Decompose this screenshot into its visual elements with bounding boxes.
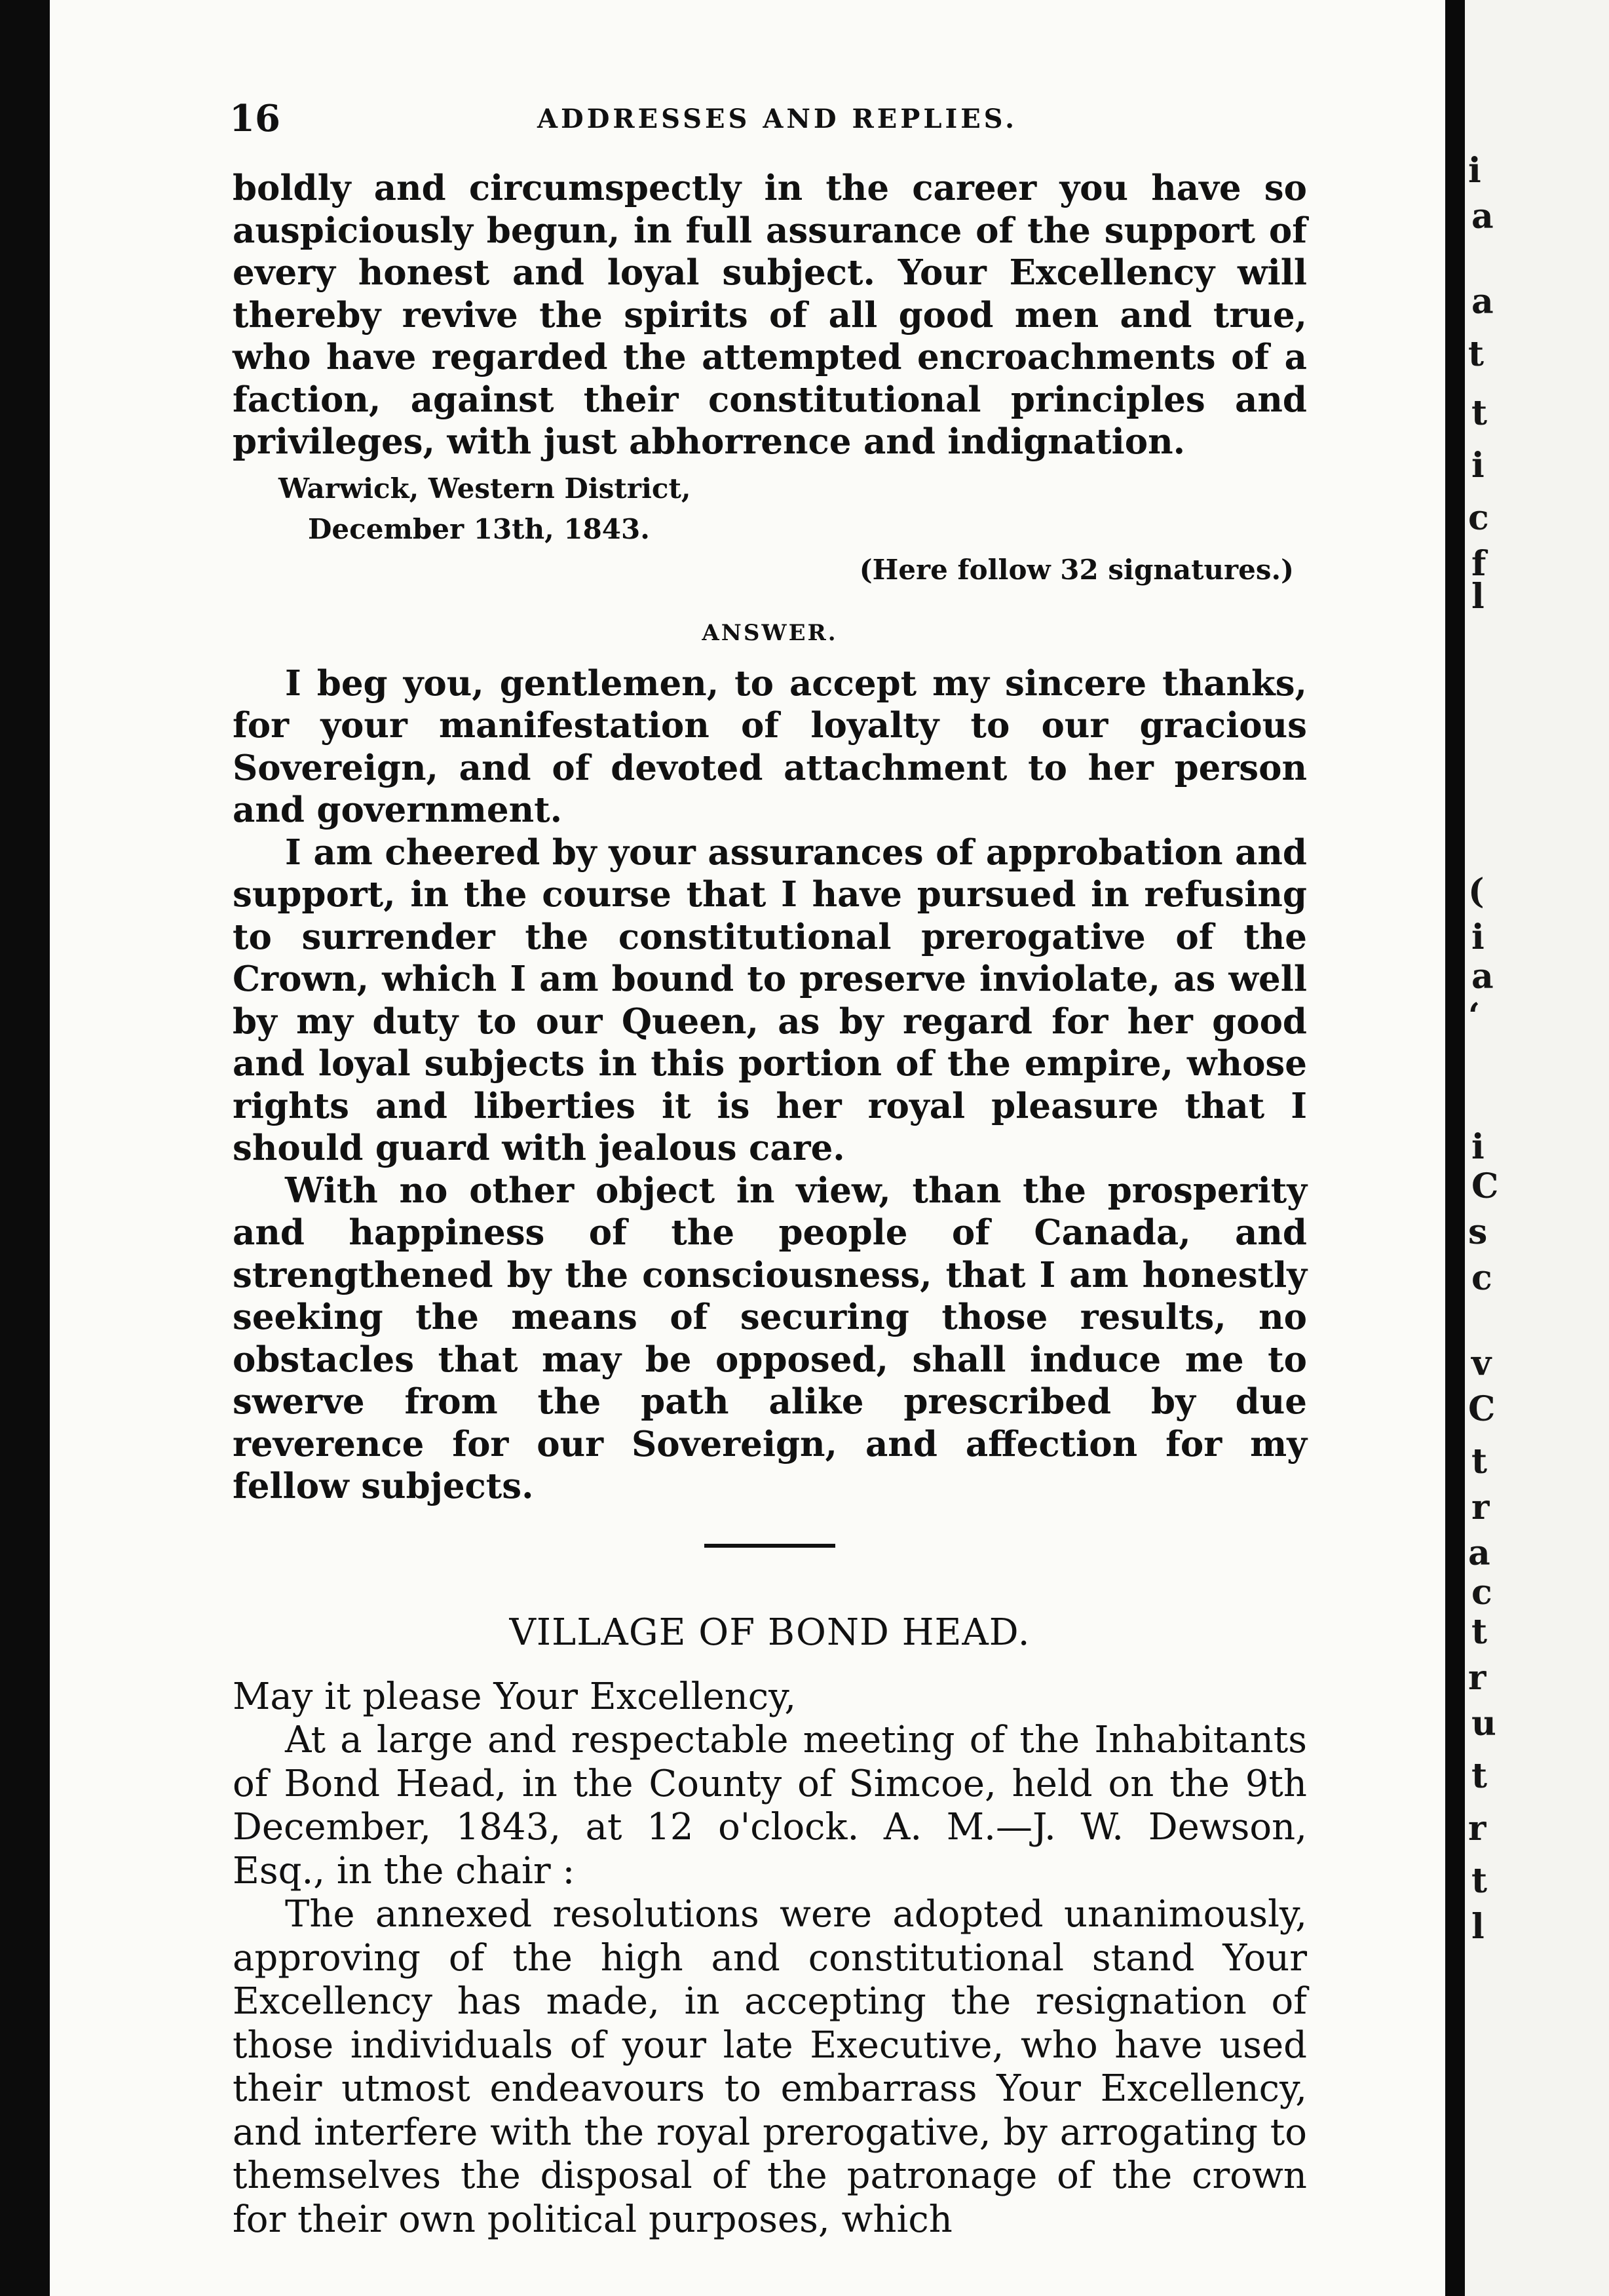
neighbor-page-fragment: u [1471,1704,1496,1744]
salutation: May it please Your Excellency, [233,1675,797,1718]
answer-paragraph: I beg you, gentlemen, to accept my sincere thanks, for your manifestation of loyalty to our gracious Sovereign, and of devoted attachment to her person and government. [233,662,1307,830]
neighbor-page-fragment: a [1471,197,1494,237]
neighbor-page-fragment: ( [1468,871,1485,911]
neighbor-page-fragment: C [1471,1166,1499,1206]
signatures-note: (Here follow 32 signatures.) [859,553,1294,586]
section-title: VILLAGE OF BOND HEAD. [509,1611,1031,1654]
address-continuation: boldly and circumspectly in the career you have so auspiciously begun, in full assurance of the support of every honest and loyal subject. Your Excellency will thereby revive the spirits of all good men and true, who have regarded the attempted encroachments of a faction, against their constitutional principles and privileges, with just abhorrence and indignation. [233,168,1307,462]
neighbor-page-fragment: t [1471,1442,1488,1482]
neighbor-page-fragment: l [1471,1907,1485,1947]
neighbor-page-fragment: r [1468,1658,1486,1698]
neighbor-page-strip [1465,0,1609,2296]
neighbor-page-fragment: a [1471,957,1494,997]
neighbor-page-fragment: c [1468,498,1489,538]
answer-paragraph: With no other object in view, than the prosperity and happiness of the people of Canada, and strengthened by the consciousness, that I am honestly seeking the means of securing those results, no obstacles that may be opposed, shall induce me to swerve from the path alike prescribed by due reverence for our Sovereign, and affection for my fellow subjects. [233,1170,1307,1506]
neighbor-page-fragment: ‘ [1468,996,1481,1036]
bond-head-paragraph: At a large and respectable meeting of the Inhabitants of Bond Head, in the County of Simcoe, held on the 9th December, 1843, at 12 o'clock. A. M.—J. W. Dewson, Esq., in the chair : [233,1719,1307,1892]
bond-head-address [233,1675,1307,2242]
answer-paragraph: I am cheered by your assurances of approbation and support, in the course that I have pursued in refusing to surrender the constitutional prerogative of the Crown, which I am bound to preserve inviolate, as well by my duty to our Queen, as by regard for her good and loyal subjects in this portion of the empire, whose rights and liberties it is her royal pleasure that I should guard with jealous care. [233,832,1307,1168]
neighbor-page-fragment: a [1468,1533,1490,1573]
neighbor-page-fragment: i [1468,151,1481,191]
neighbor-page-fragment: t [1471,1861,1488,1901]
neighbor-page-fragment: f [1471,544,1486,584]
neighbor-page-fragment: c [1471,1258,1492,1298]
place-line-1: Warwick, Western District, [278,472,691,505]
page-body [233,167,1307,2242]
neighbor-page-fragment: v [1471,1343,1492,1383]
answer-heading: ANSWER. [702,619,838,646]
page-number: 16 [229,97,280,140]
running-head: ADDRESSES AND REPLIES. [537,104,1018,134]
neighbor-page-fragment: r [1471,1487,1490,1527]
neighbor-page-fragment: C [1468,1389,1496,1429]
scan-edge-left [0,0,50,2296]
section-divider [704,1544,835,1548]
neighbor-page-fragment: i [1471,1127,1485,1167]
neighbor-page-fragment: l [1471,577,1485,617]
neighbor-page-fragment: s [1468,1212,1488,1252]
neighbor-page-fragment: t [1468,334,1485,374]
neighbor-page-fragment: i [1471,917,1485,957]
neighbor-page-fragment: i [1471,446,1485,486]
neighbor-page-fragment: c [1471,1573,1492,1613]
neighbor-page-fragment: t [1471,1612,1488,1652]
bond-head-paragraph: The annexed resolutions were adopted unanimously, approving of the high and constitutional stand Your Excellency has made, in accepting the resignation of those individuals of your late Executive, who have used their utmost endeavours to embarrass Your Excellency, and interfere with the royal prerogative, by arrogating to themselves the disposal of the patronage of the crown for their own political purposes, which [233,1893,1307,2241]
neighbor-page-fragment: r [1468,1808,1486,1848]
neighbor-page-fragment: a [1471,282,1494,322]
page-header [229,97,1310,149]
neighbor-page-fragment: t [1471,393,1488,433]
neighbor-page-fragment: t [1471,1756,1488,1796]
place-line-2: December 13th, 1843. [308,512,650,545]
page-gutter [1445,0,1465,2296]
